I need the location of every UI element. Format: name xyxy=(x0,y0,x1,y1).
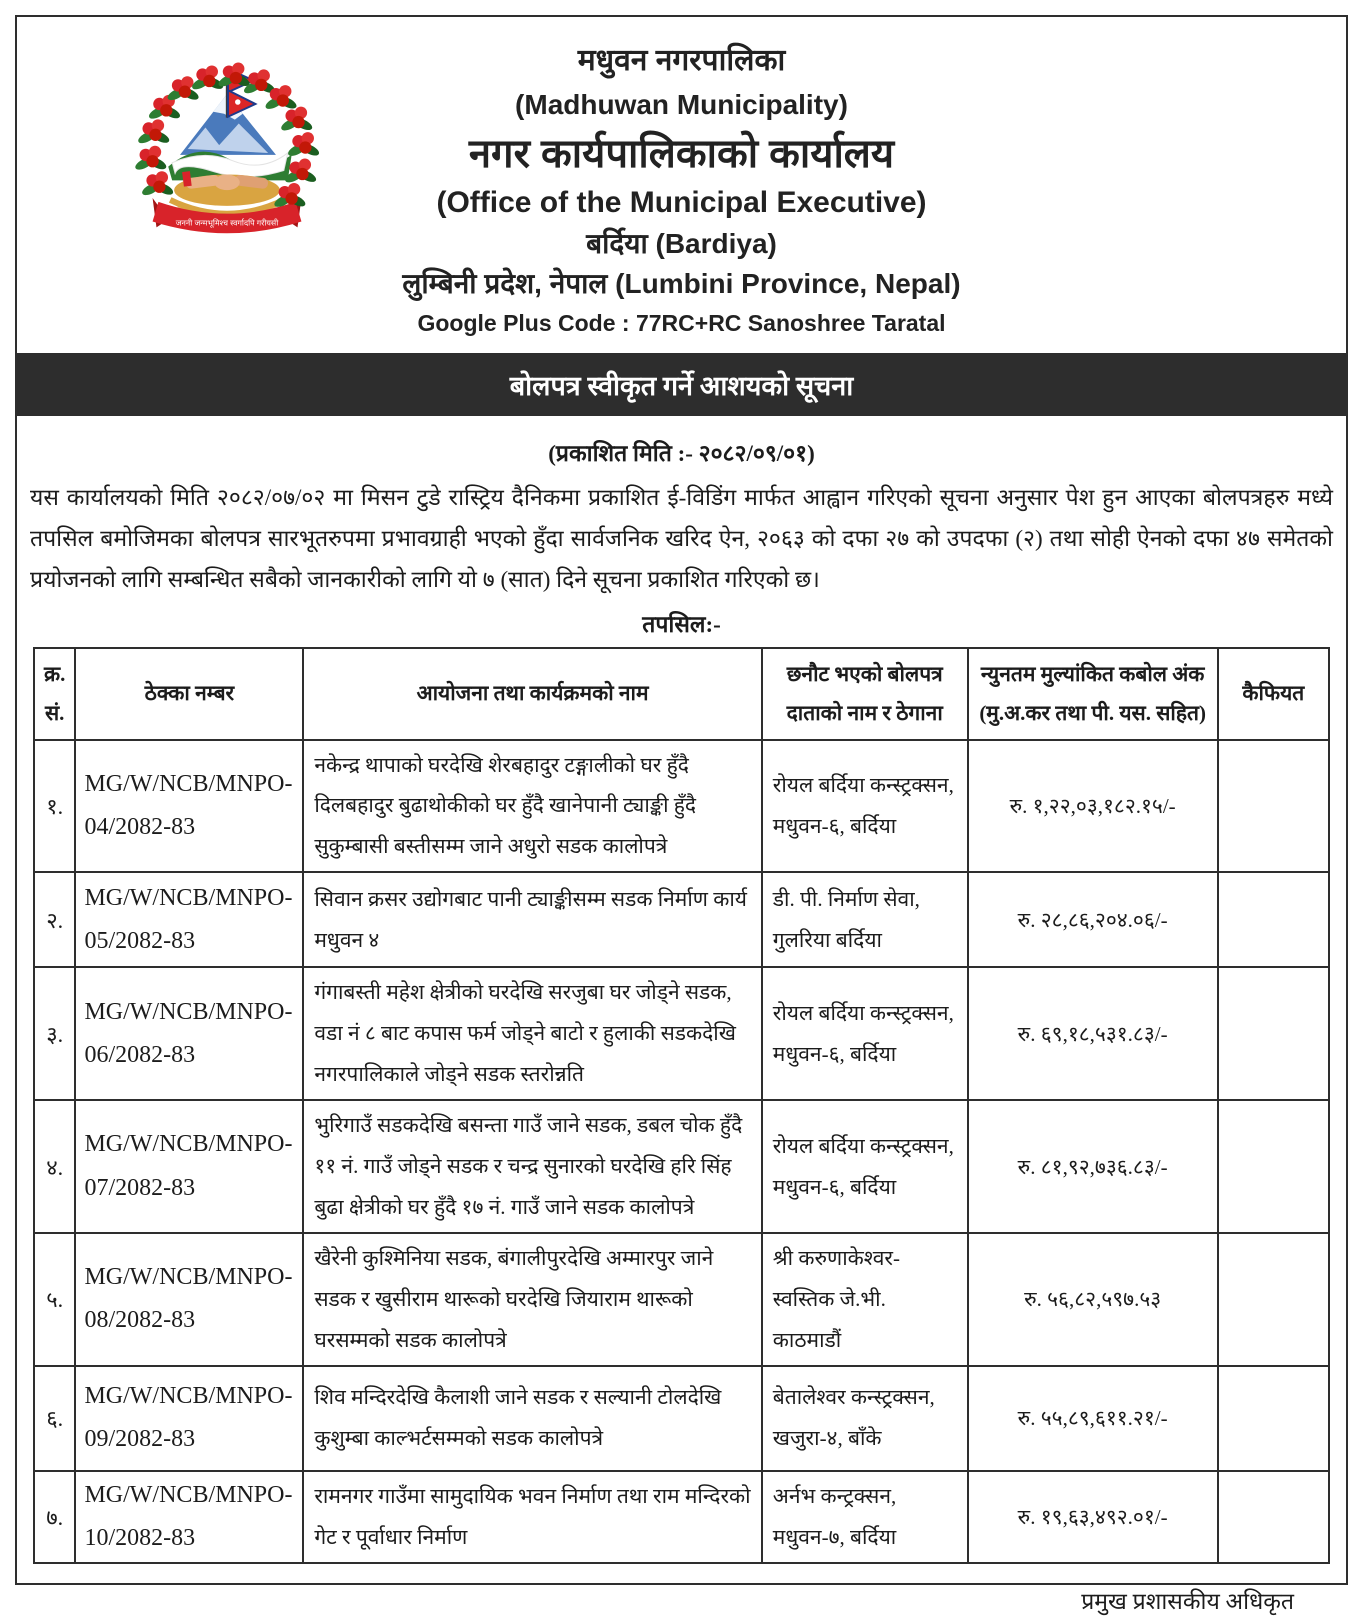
cell-contract-no: MG/W/NCB/MNPO-09/2082-83 xyxy=(75,1366,303,1471)
table-row xyxy=(34,1366,1329,1471)
cell-sn: ५. xyxy=(34,1233,75,1366)
cell-remarks xyxy=(1218,1366,1329,1471)
cell-bidder: रोयल बर्दिया कन्स्ट्रक्सन, मधुवन-६, बर्दिया xyxy=(762,740,968,873)
cell-remarks xyxy=(1218,1100,1329,1233)
cell-bidder: रोयल बर्दिया कन्स्ट्रक्सन, मधुवन-६, बर्दिया xyxy=(762,1100,968,1233)
cell-contract-no: MG/W/NCB/MNPO-05/2082-83 xyxy=(75,872,303,967)
signatory-label: प्रमुख प्रशासकीय अधिकृत xyxy=(1081,1589,1294,1615)
cell-remarks xyxy=(1218,967,1329,1100)
cell-contract-no: MG/W/NCB/MNPO-08/2082-83 xyxy=(75,1233,303,1366)
table-row xyxy=(34,872,1329,967)
cell-project: गंगाबस्ती महेश क्षेत्रीको घरदेखि सरजुबा घर जोड्ने सडक, वडा नं ८ बाट कपास फर्म जोड्ने बाटो र हुलाकी सडकदेखि नगरपालिकाले जोड्ने सडक स्तरोन्नति xyxy=(303,967,761,1100)
cell-amount: रु. १,२२,०३,१८२.१५/- xyxy=(968,740,1218,873)
office-name-nepali: नगर कार्यपालिकाको कार्यालय xyxy=(468,132,895,176)
org-name-nepali: मधुवन नगरपालिका xyxy=(577,44,786,77)
province-line: लुम्बिनी प्रदेश, नेपाल (Lumbini Province, Nepal) xyxy=(402,268,961,299)
cell-remarks xyxy=(1218,1233,1329,1366)
district-line: बर्दिया (Bardiya) xyxy=(586,228,777,259)
table-header-row xyxy=(34,648,1329,740)
cell-sn: ६. xyxy=(34,1366,75,1471)
details-label: तपसिल:- xyxy=(642,611,721,637)
office-name-english: (Office of the Municipal Executive) xyxy=(436,186,927,219)
cell-remarks xyxy=(1218,740,1329,873)
col-header-amount: न्युनतम मुल्यांकित कबोल अंक (मु.अ.कर तथा पी. यस. सहित) xyxy=(968,648,1218,740)
cell-sn: १. xyxy=(34,740,75,873)
tender-table xyxy=(33,647,1330,1564)
col-header-remarks: कैफियत xyxy=(1218,648,1329,740)
page-frame xyxy=(15,15,1348,1615)
col-header-bidder: छनौट भएको बोलपत्र दाताको नाम र ठेगाना xyxy=(762,648,968,740)
col-header-sn: क्र. सं. xyxy=(34,648,75,740)
cell-contract-no: MG/W/NCB/MNPO-07/2082-83 xyxy=(75,1100,303,1233)
cell-sn: ७. xyxy=(34,1471,75,1563)
col-header-contract-no: ठेक्का नम्बर xyxy=(75,648,303,740)
cell-project: भुरिगाउँ सडकदेखि बसन्ता गाउँ जाने सडक, डबल चोक हुँदै ११ नं. गाउँ जोड्ने सडक र चन्द्र सुनारको घरदेखि हरि सिंह बुढा क्षेत्रीको घर हुँदै १७ नं. गाउँ जाने सडक कालोपत्रे xyxy=(303,1100,761,1233)
cell-amount: रु. १९,६३,४९२.०१/- xyxy=(968,1471,1218,1563)
notice-title-banner xyxy=(17,353,1346,416)
table-row xyxy=(34,967,1329,1100)
table-row xyxy=(34,1100,1329,1233)
published-date: (प्रकाशित मिति :- २०८२/०९/०१) xyxy=(548,441,815,466)
cell-contract-no: MG/W/NCB/MNPO-06/2082-83 xyxy=(75,967,303,1100)
org-name-english: (Madhuwan Municipality) xyxy=(515,89,848,120)
cell-amount: रु. ६९,१८,५३१.८३/- xyxy=(968,967,1218,1100)
cell-sn: ४. xyxy=(34,1100,75,1233)
cell-project: सिवान क्रसर उद्योगबाट पानी ट्याङ्कीसम्म सडक निर्माण कार्य मधुवन ४ xyxy=(303,872,761,967)
table-row xyxy=(34,740,1329,873)
municipality-logo xyxy=(129,55,325,250)
cell-remarks xyxy=(1218,1471,1329,1563)
cell-project: रामनगर गाउँमा सामुदायिक भवन निर्माण तथा राम मन्दिरको गेट र पूर्वाधार निर्माण xyxy=(303,1471,761,1563)
cell-bidder: श्री करुणाकेश्वर-स्वस्तिक जे.भी. काठमाडौं xyxy=(762,1233,968,1366)
cell-remarks xyxy=(1218,872,1329,967)
cell-contract-no: MG/W/NCB/MNPO-04/2082-83 xyxy=(75,740,303,873)
logo-motto: जननी जन्मभूमिश्च स्वर्गादपि गरीयसी xyxy=(175,218,279,228)
cell-contract-no: MG/W/NCB/MNPO-10/2082-83 xyxy=(75,1471,303,1563)
notice-title: बोलपत्र स्वीकृत गर्ने आशयको सूचना xyxy=(509,371,854,401)
cell-bidder: अर्नभ कन्ट्रक्सन, मधुवन-७, बर्दिया xyxy=(762,1471,968,1563)
cell-project: खैरेनी कुश्मिनिया सडक, बंगालीपुरदेखि अम्मारपुर जाने सडक र खुसीराम थारूको घरदेखि जियाराम थारूको घरसम्मको सडक कालोपत्रे xyxy=(303,1233,761,1366)
cell-amount: रु. ५५,८९,६११.२१/- xyxy=(968,1366,1218,1471)
cell-sn: २. xyxy=(34,872,75,967)
notice-body: यस कार्यालयको मिति २०८२/०७/०२ मा मिसन टुडे रास्ट्रिय दैनिकमा प्रकाशित ई-विडिंग मार्फत आह्वान गरिएको सूचना अनुसार पेश हुन आएका बोलपत्रहरु मध्ये तपसिल बमोजिमका बोलपत्र सारभूतरुपमा प्रभावग्राही भएको हुँदा सार्वजनिक खरिद ऐन, २०६३ को दफा २७ को उपदफा (२) तथा सोही ऐनको दफा ४७ समेतको प्रयोजनको लागि सम्बन्धित सबैको जानकारीको लागि यो ७ (सात) दिने सूचना प्रकाशित गरिएको छ। xyxy=(30,485,1333,592)
cell-bidder: डी. पी. निर्माण सेवा, गुलरिया बर्दिया xyxy=(762,872,968,967)
plus-code-line: Google Plus Code : 77RC+RC Sanoshree Taratal xyxy=(417,310,946,336)
cell-bidder: रोयल बर्दिया कन्स्ट्रक्सन, मधुवन-६, बर्दिया xyxy=(762,967,968,1100)
cell-amount: रु. ५६,८२,५९७.५३ xyxy=(968,1233,1218,1366)
cell-project: शिव मन्दिरदेखि कैलाशी जाने सडक र सल्यानी टोलदेखि कुशुम्बा काल्भर्टसम्मको सडक कालोपत्रे xyxy=(303,1366,761,1471)
cell-sn: ३. xyxy=(34,967,75,1100)
letterhead xyxy=(17,17,1346,339)
cell-bidder: बेतालेश्वर कन्स्ट्रक्सन, खजुरा-४, बाँके xyxy=(762,1366,968,1471)
col-header-project: आयोजना तथा कार्यक्रमको नाम xyxy=(303,648,761,740)
cell-project: नकेन्द्र थापाको घरदेखि शेरबहादुर टङ्गालीको घर हुँदै दिलबहादुर बुढाथोकीको घर हुँदै खानेपानी ट्याङ्की हुँदै सुकुम्बासी बस्तीसम्म जाने अधुरो सडक कालोपत्रे xyxy=(303,740,761,873)
cell-amount: रु. ८१,९२,७३६.८३/- xyxy=(968,1100,1218,1233)
table-row xyxy=(34,1233,1329,1366)
nepal-government-emblem-icon xyxy=(129,55,325,245)
cell-amount: रु. २८,८६,२०४.०६/- xyxy=(968,872,1218,967)
table-row xyxy=(34,1471,1329,1563)
